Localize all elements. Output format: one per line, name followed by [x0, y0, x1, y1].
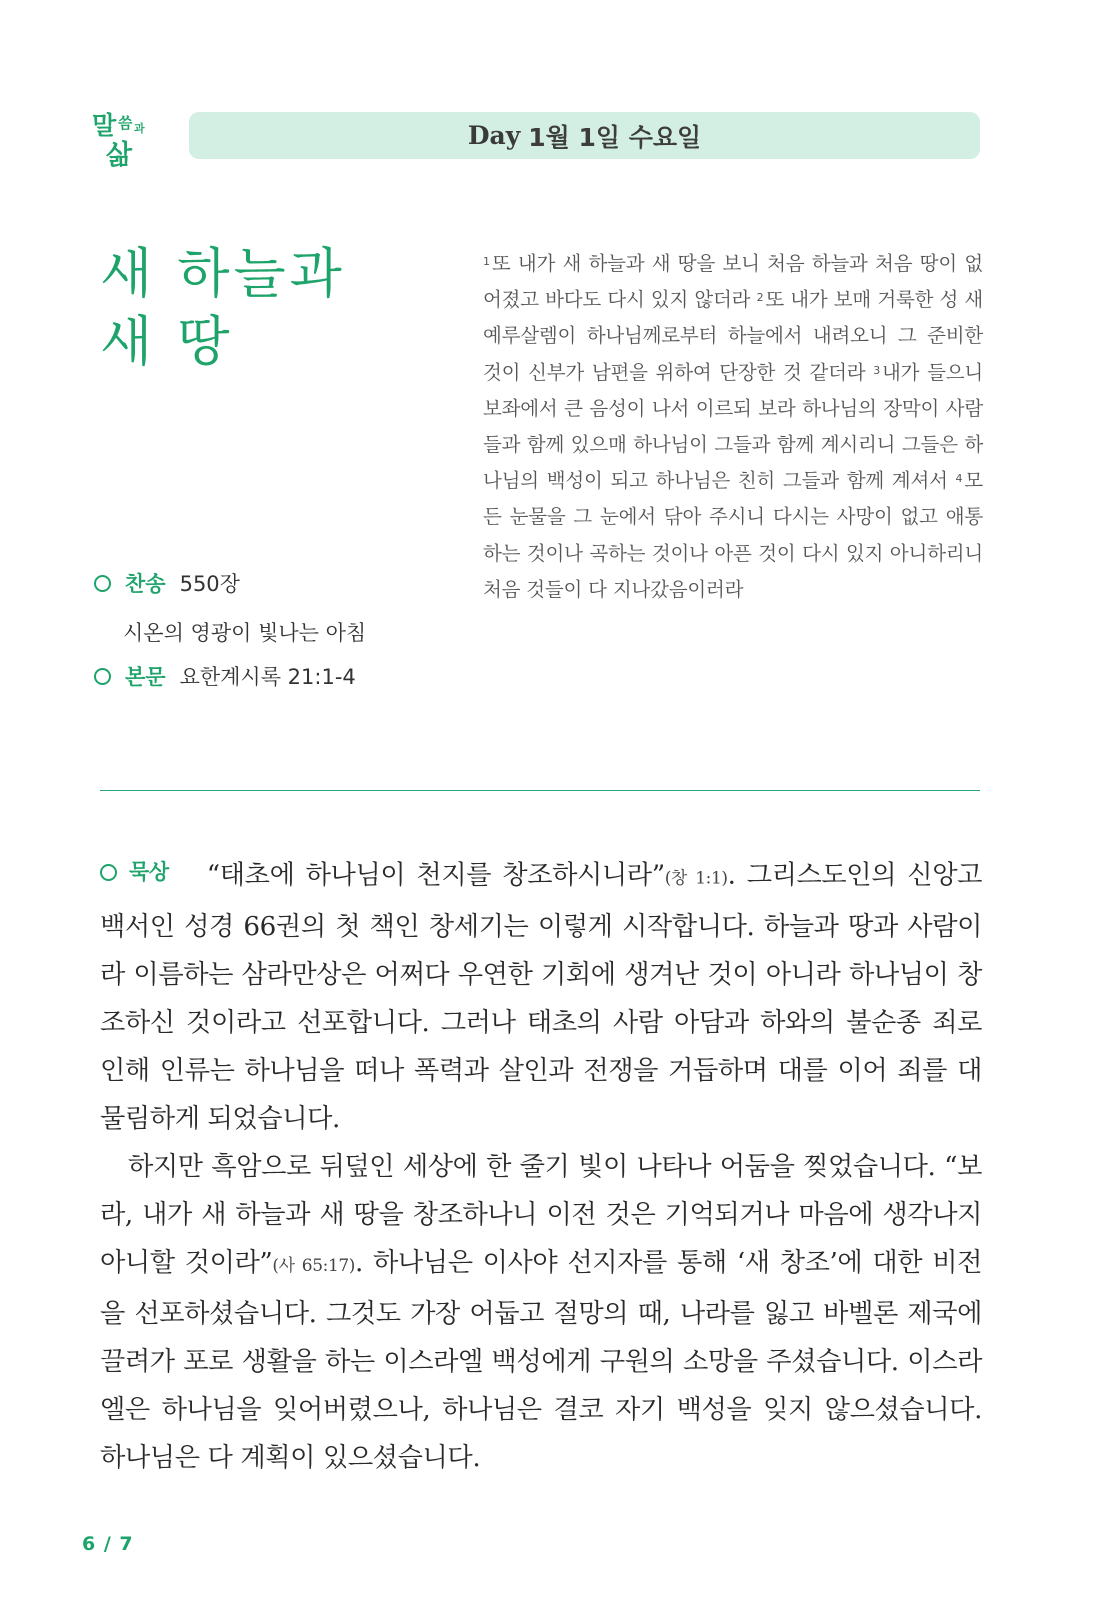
verse-text: 내가 들으니 보좌에서 큰 음성이 나서 이르되 보라 하나님의 장막이 사람들과 함께 있으매 하나님이 그들과 함께 계시리니 그들은 하나님의 백성이 되고 하나님은 친히 그들과 함께 계셔서 — [483, 360, 984, 493]
meditation-text: . 하나님은 이사야 선지자를 통해 ‘새 창조’에 대한 비전을 선포하셨습니다. 그것도 가장 어둡고 절망의 때, 나라를 잃고 바벨론 제국에 끌려가 포로 생활을 하는 이스라엘 백성에게 구원의 소망을 주셨습니다. 이스라엘은 하나님을 잊어버렸으나, 하나님은 결코 자기 백성을 잊지 않으셨습니다. 하나님은 다 계획이 있으셨습니다. — [100, 1247, 982, 1473]
verse-number: 1 — [483, 255, 490, 268]
svg-text:말: 말 — [92, 111, 117, 140]
meditation-paragraph — [100, 1143, 982, 1482]
day-label: Day — [467, 121, 521, 150]
bible-reference: (사 65:17) — [272, 1255, 356, 1276]
circle-bullet-icon — [100, 864, 117, 881]
meditation-paragraph — [100, 848, 982, 1143]
verse-number: 2 — [756, 291, 764, 305]
hymn-label: 찬송 — [125, 572, 166, 596]
meditation-text: . 그리스도인의 신앙고백서인 성경 66권의 첫 책인 창세기는 이렇게 시작합니다. 하늘과 땅과 사람이라 이름하는 삼라만상은 어쩌다 우연한 기회에 생겨난 것이 아니라 하나님이 창조하신 것이라고 선포합니다. 그러나 태초의 사람 아담과 하와의 불순종 죄로 인해 인류는 하나님을 떠나 폭력과 살인과 전쟁을 거듭하며 대를 이어 죄를 대물림하게 되었습니다. — [100, 860, 982, 1134]
meditation-label: 묵상 — [100, 848, 169, 896]
svg-text:과: 과 — [134, 122, 145, 135]
page-number: 6 / 7 — [82, 1533, 134, 1555]
scripture-passage — [483, 246, 983, 608]
day-date-banner — [189, 112, 980, 159]
bible-reference: (창 1:1) — [664, 868, 728, 889]
passage-label: 본문 — [125, 665, 166, 689]
title-line-2: 새 땅 — [100, 310, 234, 373]
verse-number: 4 — [955, 472, 963, 486]
passage-ref: 요한계시록 21:1-4 — [179, 665, 356, 689]
hymn-number: 550장 — [179, 572, 240, 596]
section-divider — [100, 790, 980, 791]
verse-text: 또 내가 새 하늘과 새 땅을 보니 처음 하늘과 처음 땅이 없어졌고 바다도 다시 있지 않더라 — [483, 252, 983, 312]
page-title — [100, 240, 346, 376]
circle-bullet-icon — [94, 668, 111, 685]
verse-number: 3 — [873, 363, 880, 377]
meditation-text: 하지만 흑암으로 뒤덮인 세상에 한 줄기 빛이 나타나 어둠을 찢었습니다. “보라, 내가 새 하늘과 새 땅을 창조하나니 이전 것은 기억되거나 마음에 생각나지 아니할 것이라” — [100, 1151, 982, 1278]
meditation-text: “태초에 하나님이 천지를 창조하시니라” — [206, 860, 665, 891]
verse-text: 또 내가 보매 거룩한 성 새 예루살렘이 하나님께로부터 하늘에서 내려오니 그 준비한 것이 신부가 남편을 위하여 단장한 것 같더라 — [483, 288, 984, 384]
malsseum-logo — [90, 106, 152, 168]
title-line-1: 새 하늘과 — [100, 242, 346, 305]
passage-row — [94, 661, 356, 691]
svg-text:삶: 삶 — [106, 140, 133, 168]
date-text: 1월 1일 수요일 — [528, 122, 702, 152]
circle-bullet-icon — [94, 575, 111, 592]
hymn-title: 시온의 영광이 빛나는 아침 — [123, 621, 367, 645]
hymn-row — [94, 568, 240, 598]
svg-text:씀: 씀 — [118, 114, 133, 132]
meditation-body — [100, 848, 982, 1482]
verse-text: 모든 눈물을 그 눈에서 닦아 주시니 다시는 사망이 없고 애통하는 것이나 곡하는 것이나 아픈 것이 다시 있지 아니하리니 처음 것들이 다 지나갔음이러라 — [483, 469, 983, 601]
